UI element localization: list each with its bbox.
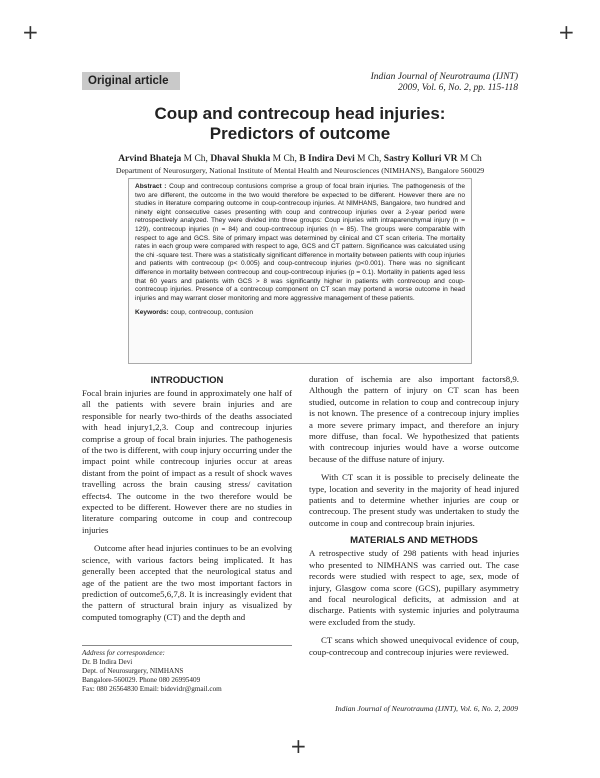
author-list xyxy=(80,153,520,165)
journal-volume: 2009, Vol. 6, No. 2, pp. 115-118 xyxy=(398,83,518,93)
title-line-1: Coup and contrecoup head injuries: xyxy=(154,104,446,123)
correspondence-line: Dept. of Neurosurgery, NIMHANS xyxy=(82,667,184,675)
correspondence-line: Dr. B Indira Devi xyxy=(82,658,133,666)
correspondence-block xyxy=(82,645,292,694)
abstract-body xyxy=(135,183,465,303)
affiliation: Department of Neurosurgery, National Institute of Mental Health and Neurosciences (NIMHANS), Bangalore 560029 xyxy=(115,166,485,175)
paragraph: Focal brain injuries are found in approximately one half of all the patients with severe brain injuries and are responsible for nearly two-thirds of the deaths associated with head injury1,2,3. Coup and contrecoup injuries comprise a group of focal brain injuries. The pathogenesis of the two is different, with coup injury occurring under the impact point while contrecoup injuries occur at areas distant from the point of impact as a result of shock waves travelling across the brain causing stress/ cavitation effects4. The outcome in the two therefore would be expected to be different. However there are no studies in literature comparing outcome in coup and contrecoup injuries xyxy=(82,388,292,535)
author-degree: M Ch, xyxy=(270,154,300,164)
section-heading-introduction: INTRODUCTION xyxy=(150,375,224,386)
keywords-text: coup, contrecoup, contusion xyxy=(170,309,254,317)
crop-mark-top-right: + xyxy=(558,20,575,44)
correspondence-line: Fax: 080 26564830 Email: bidevidr@gmail.com xyxy=(82,685,222,693)
author-name: Sastry Kolluri VR xyxy=(383,154,458,164)
author-name: Arvind Bhateja xyxy=(118,154,182,164)
page-title xyxy=(80,104,520,144)
keywords-label: Keywords: xyxy=(135,309,171,317)
article-type-badge: Original article xyxy=(82,72,180,90)
section-heading-methods: MATERIALS AND METHODS xyxy=(350,535,478,547)
author-degree: M Ch xyxy=(457,154,482,164)
paragraph: With CT scan it is possible to precisely delineate the type, location and severity in the majority of head injured patients and to determine whether injuries are coup or contrecoup. The present study was undertaken to study the outcome in coup and contrecoup brain injuries. xyxy=(309,472,519,528)
left-column xyxy=(82,374,292,623)
paragraph: A retrospective study of 298 patients with head injuries who presented to NIMHANS was carried out. The case records were studied with respect to age, sex, mode of injury, Glasgow coma score (GCS), pupillary asymmetry and focal neurological deficits, at admission and at discharge. Patients with systemic injuries and polytrauma were excluded from the study. xyxy=(309,548,519,627)
page-footer: Indian Journal of Neurotrauma (IJNT), Vol. 6, No. 2, 2009 xyxy=(335,704,518,713)
paragraph: duration of ischemia are also important factors8,9. Although the pattern of injury on CT scan has been studied, outcome in relation to coup and contrecoup injury is not known. The presence of a contrecoup injury implies a more severe primary impact, and therefore an injury more diffuse, than focal. We hypothesized that patients with contrecoup injuries would have a worse outcome because of the diffuse nature of injury. xyxy=(309,374,519,464)
journal-name: Indian Journal of Neurotrauma (IJNT) xyxy=(370,72,518,82)
crop-mark-bottom: + xyxy=(290,734,307,758)
crop-mark-top-left: + xyxy=(22,20,39,44)
keywords xyxy=(135,309,465,318)
correspondence-label: Address for correspondence: xyxy=(82,649,165,657)
author-name: Dhaval Shukla xyxy=(210,154,271,164)
journal-citation xyxy=(371,72,518,94)
abstract-box xyxy=(128,178,472,364)
author-degree: M Ch, xyxy=(354,154,384,164)
title-line-2: Predictors of outcome xyxy=(209,124,391,143)
paragraph: Outcome after head injuries continues to be an evolving science, with various factors being implicated. It has generally been accepted that the neurological status and age of the patient are the two most important factors in prediction of outcome5,6,7,8. It is increasingly evident that the pattern of structural brain injury as visualized by computed tomography (CT) and the depth and xyxy=(82,543,292,622)
right-column xyxy=(309,374,519,658)
correspondence-line: Bangalore-560029. Phone 080 26995409 xyxy=(82,676,201,684)
author-name: B Indira Devi xyxy=(299,154,355,164)
abstract-text: Coup and contrecoup contusions comprise a group of focal brain injuries. The pathogenesis of the two are different, the outcome in the two would therefore be expected to be different. However there are no studies in literature comparing outcome in coup-contrecoup injuries. At NIMHANS, Bangalore, two hundred and ninety eight consecutive cases presenting with coup and contrecoup injuries over a 2-year period were retrospectively analyzed. They were divided into three groups: Coup injuries with intraparenchymal injury (n = 129), contrecoup injuries (n = 84) and coup-contrecoup injuries (n = 85). The groups were comparable with respect to age and GCS. Site of primary impact was determined by clinical and CT scan criteria. The mortality rates in each group were compared with respect to age, GCS and CT pattern. Significance was calculated using the chi -square test. There was a statistically significant difference in mortality between patients with coup injuries and patients with contrecoup (p< 0.005) and coup-contrecoup injuries (p<0.001). There was no significant difference in mortality between contrecoup and coup-contrecoup injuries (p = 0.1). Mortality in patients aged less that 60 years and patients with GCS > 8 was significantly higher in patients with contrecoup and coup-contrecoup injuries. Presence of a contrecoup component on CT scan may portend a worse outcome in head injuries and may warrant closer monitoring and more aggressive management of these patients. xyxy=(135,183,465,302)
author-degree: M Ch, xyxy=(181,154,211,164)
paragraph: CT scans which showed unequivocal evidence of coup, coup-contrecoup and contrecoup injuries were reviewed. xyxy=(309,635,519,657)
abstract-label: Abstract : xyxy=(135,183,170,190)
